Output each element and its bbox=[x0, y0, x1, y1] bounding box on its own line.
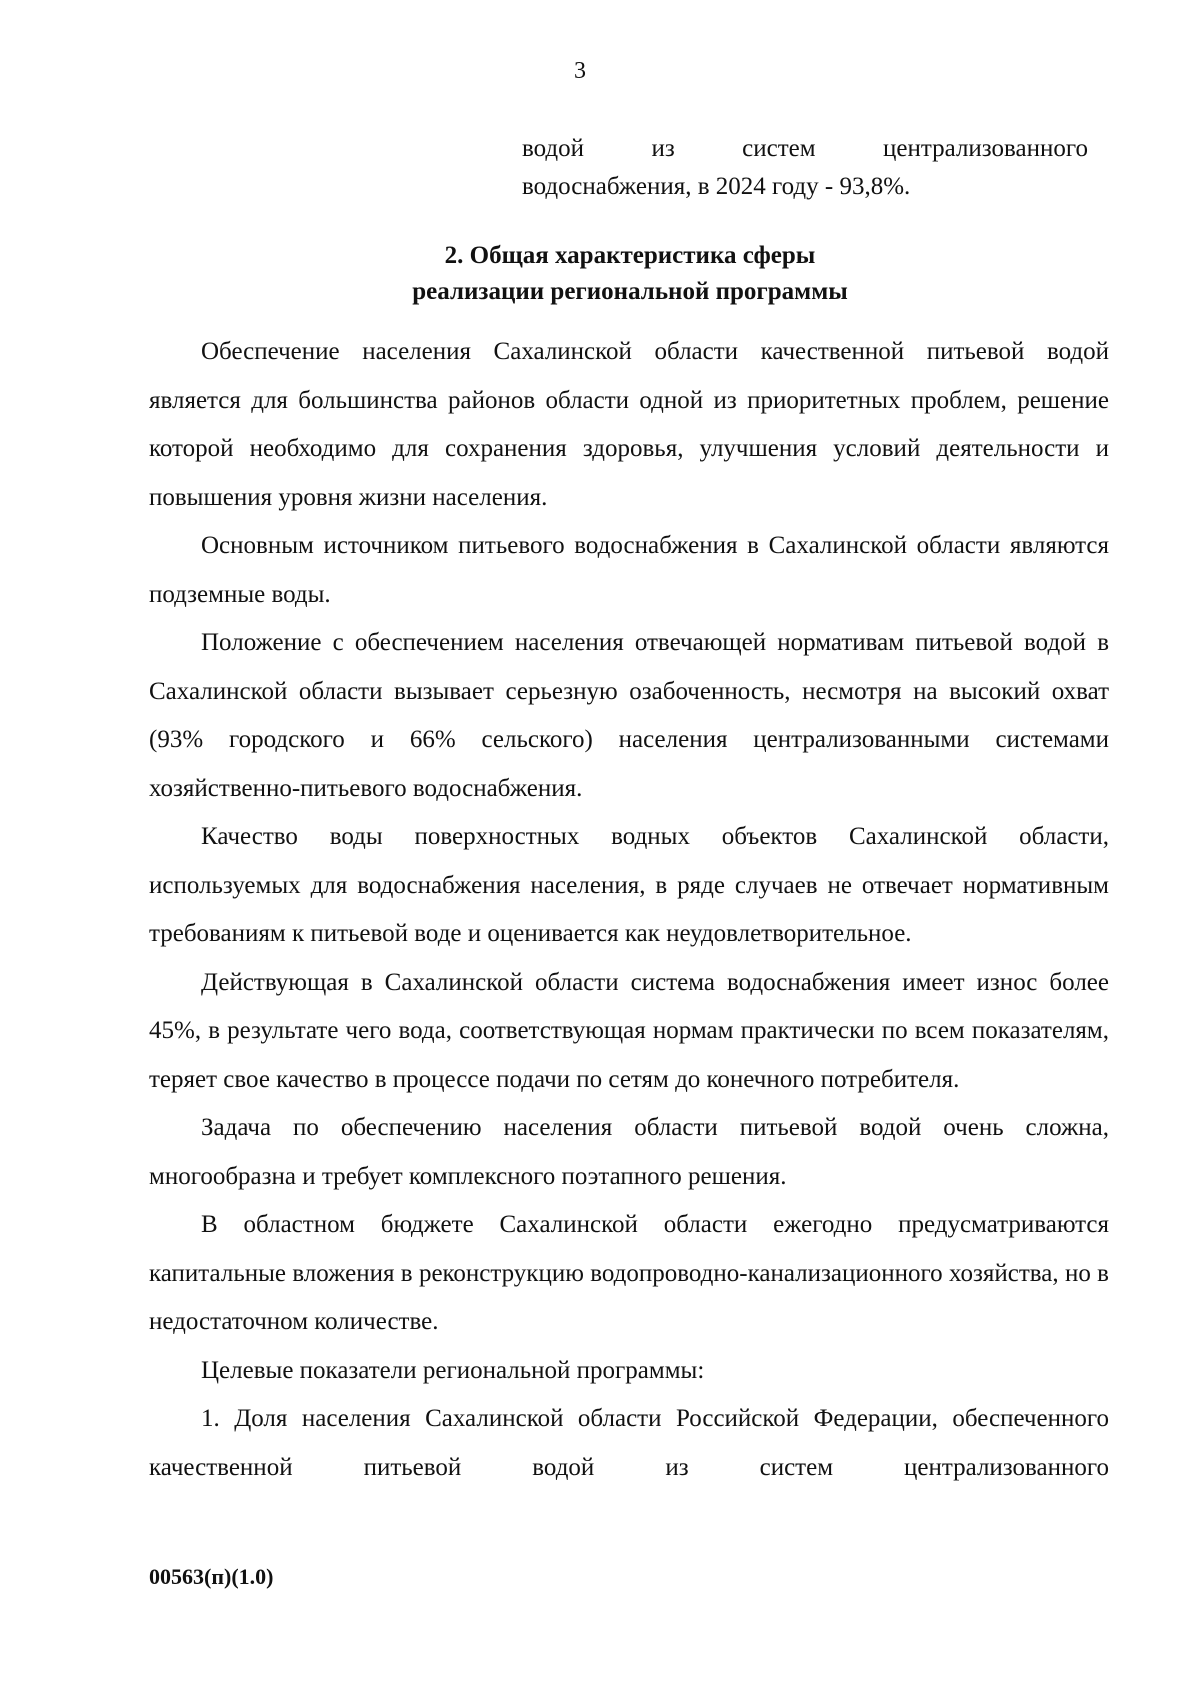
paragraph-7: В областном бюджете Сахалинской области ежегодно предусматриваются капитальные вложения в реконструкцию водопроводно-канализационного хозяйства, но в недостаточном количестве. bbox=[149, 1211, 1109, 1335]
body-text bbox=[149, 328, 1109, 1492]
continuation-line-2: водоснабжения, в 2024 году - 93,8%. bbox=[522, 173, 911, 200]
paragraph-3: Положение с обеспечением населения отвечающей нормативам питьевой водой в Сахалинской области вызывает серьезную озабоченность, несмотря на высокий охват (93% городского и 66% сельского) населения централизованными системами хозяйственно-питьевого водоснабжения. bbox=[149, 629, 1109, 802]
paragraph-6: Задача по обеспечению населения области питьевой водой очень сложна, многообразна и требует комплексного поэтапного решения. bbox=[149, 1114, 1109, 1190]
continuation-text bbox=[522, 130, 1088, 206]
paragraph-9: 1. Доля населения Сахалинской области Российской Федерации, обеспеченного качественной питьевой водой из систем централизованного bbox=[149, 1405, 1109, 1481]
paragraph-5: Действующая в Сахалинской области система водоснабжения имеет износ более 45%, в результате чего вода, соответствующая нормам практически по всем показателям, теряет свое качество в процессе подачи по сетям до конечного потребителя. bbox=[149, 968, 1109, 1093]
paragraph-8: Целевые показатели региональной программы: bbox=[201, 1356, 705, 1384]
paragraph-4: Качество воды поверхностных водных объектов Сахалинской области, используемых для водоснабжения населения, в ряде случаев не отвечает нормативным требованиям к питьевой воде и оценивается как неудовлетворительное. bbox=[149, 823, 1109, 947]
section-title-line-1: 2. Общая характеристика сферы bbox=[444, 242, 816, 269]
section-title bbox=[0, 238, 1200, 310]
paragraph-1: Обеспечение населения Сахалинской области качественной питьевой водой является для большинства районов области одной из приоритетных проблем, решение которой необходимо для сохранения здоровья, улучшения условий деятельности и повышения уровня жизни населения. bbox=[149, 338, 1109, 511]
section-title-line-2: реализации региональной программы bbox=[412, 278, 848, 305]
paragraph-2: Основным источником питьевого водоснабжения в Сахалинской области являются подземные воды. bbox=[149, 532, 1109, 608]
page-number: 3 bbox=[574, 58, 586, 84]
continuation-line-1: водой из систем централизованного bbox=[522, 135, 1088, 162]
document-code: 00563(п)(1.0) bbox=[149, 1564, 274, 1589]
